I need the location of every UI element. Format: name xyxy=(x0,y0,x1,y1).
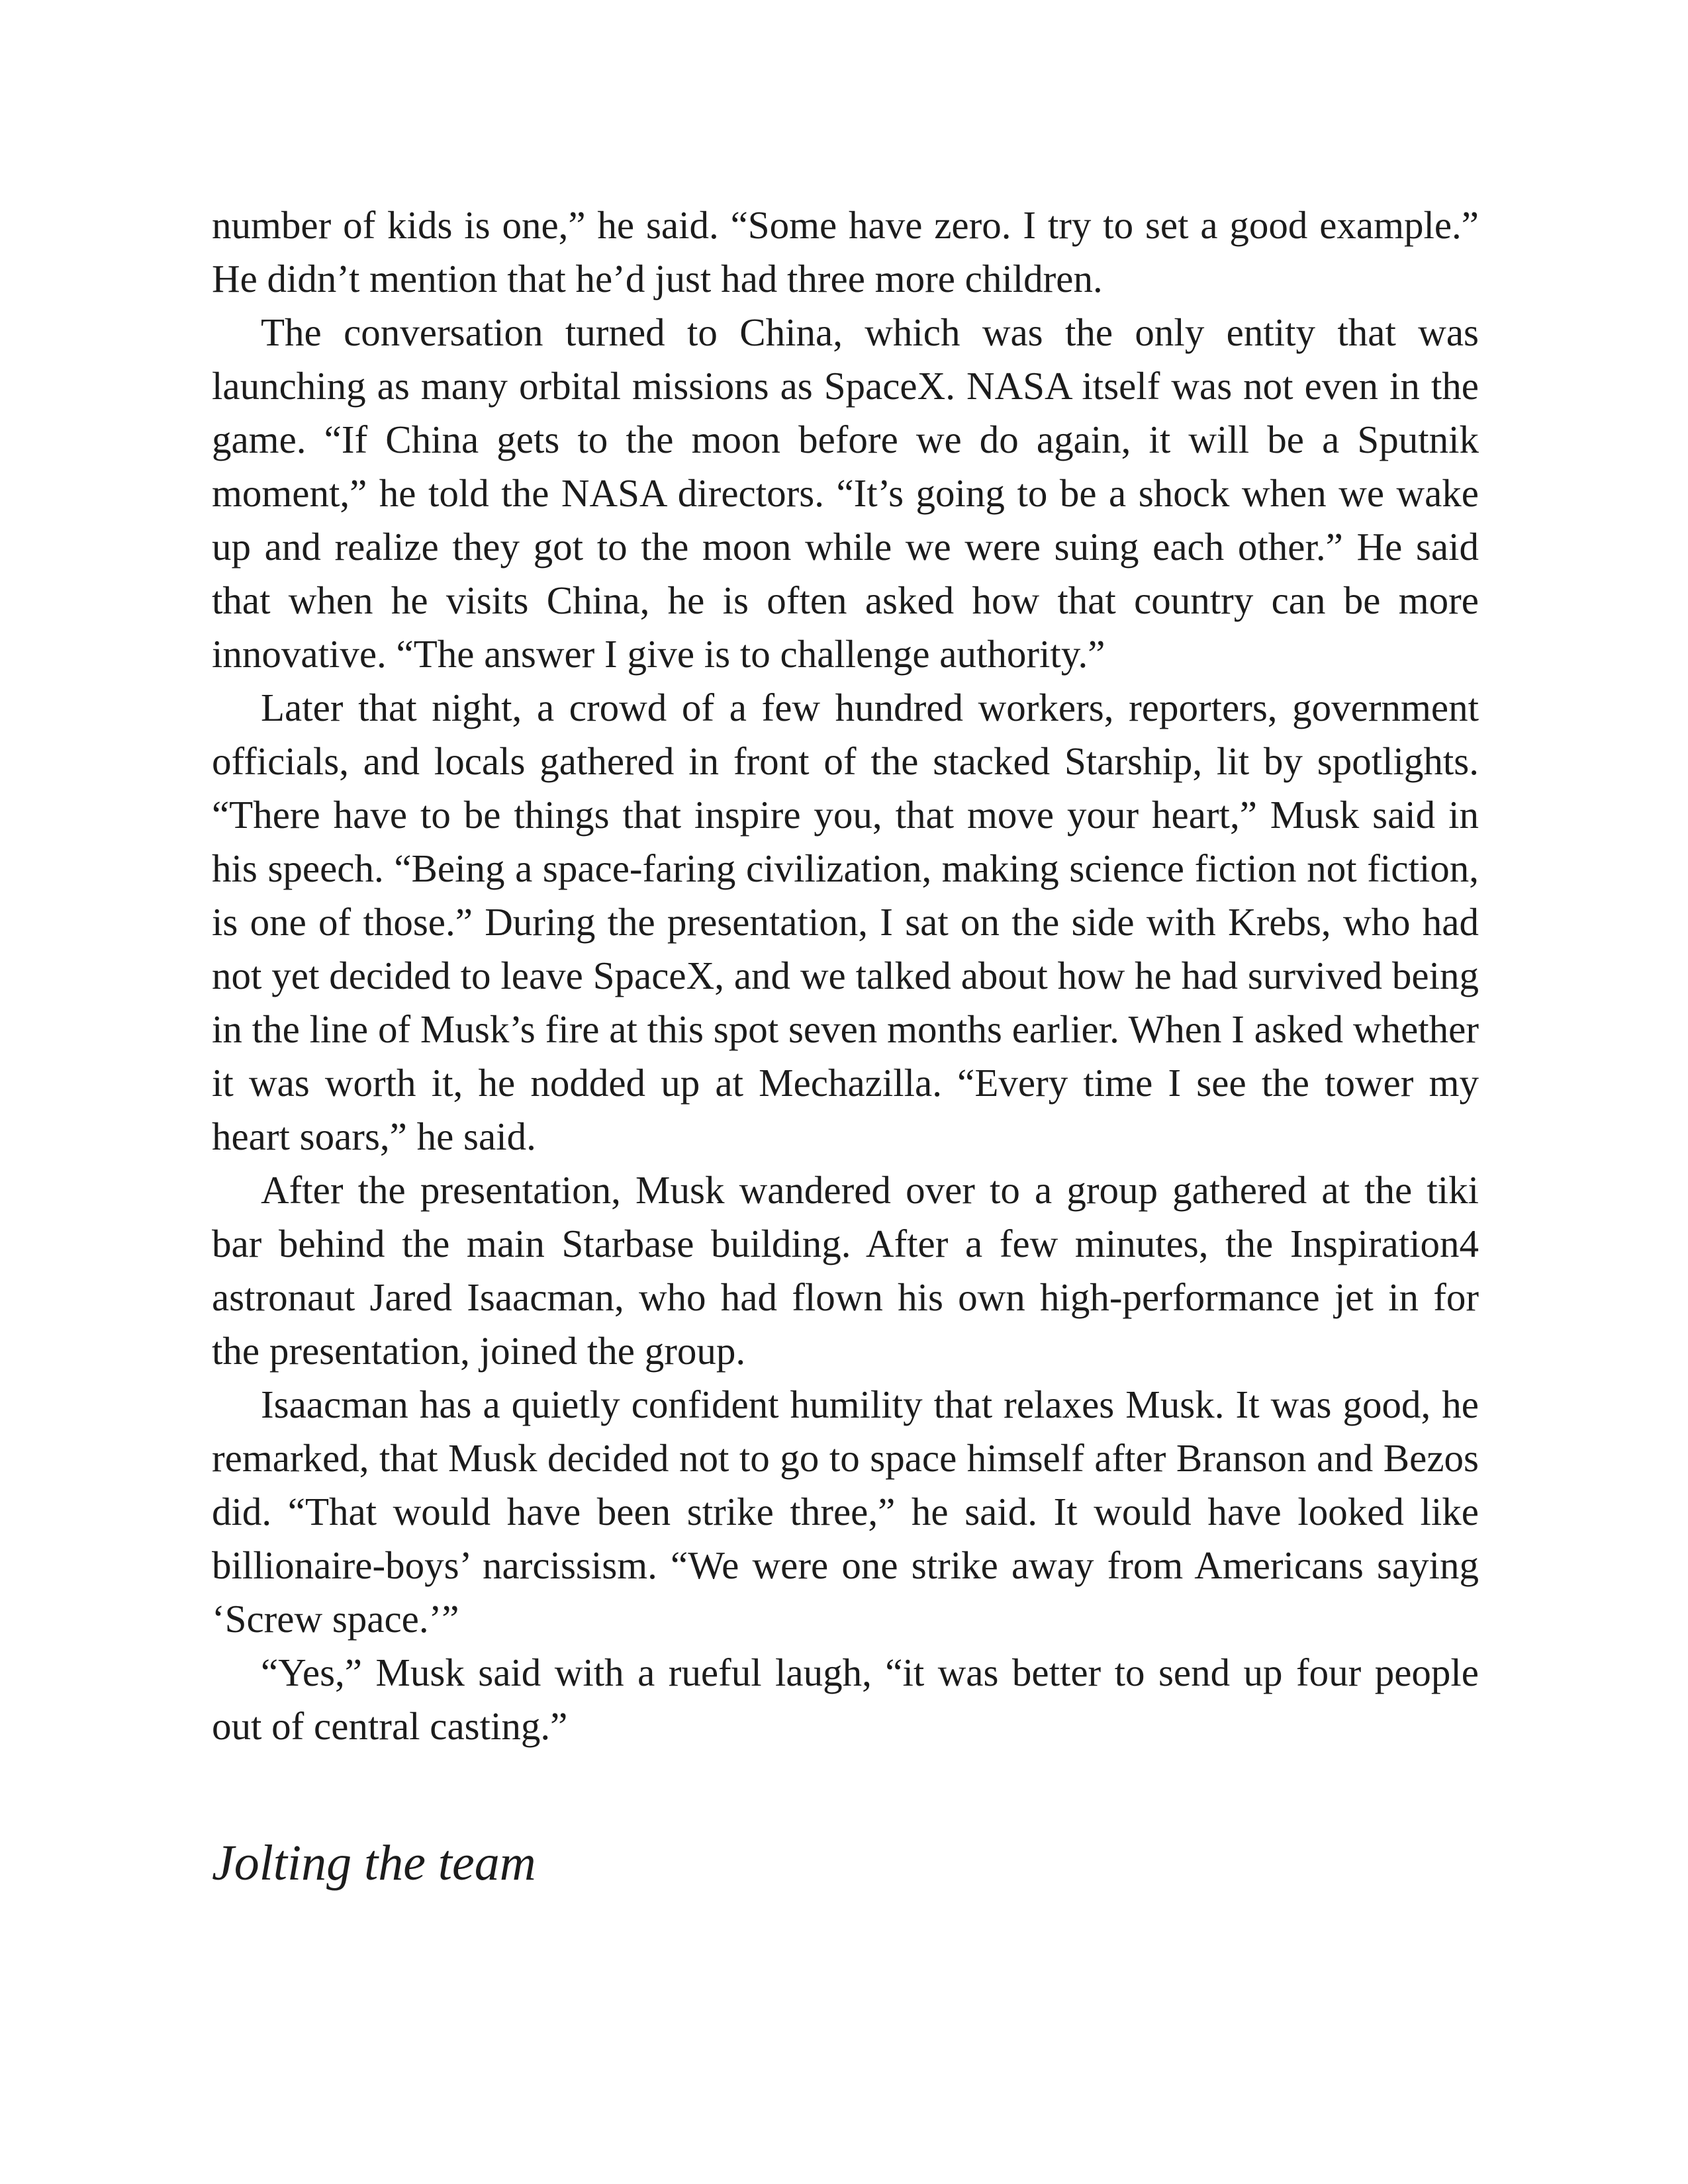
page-body xyxy=(212,199,1479,1896)
paragraph-musk-reply: “Yes,” Musk said with a rueful laugh, “it was better to send up four people out of central casting.” xyxy=(212,1651,1479,1748)
paragraph-isaacman: Isaacman has a quietly confident humility that relaxes Musk. It was good, he remarked, that Musk decided not to go to space himself after Branson and Bezos did. “That would have been strike three,” he said. It would have looked like billionaire-boys’ narcissism. “We were one strike away from Americans saying ‘Screw space.’” xyxy=(212,1383,1479,1641)
paragraph-china-conversation: The conversation turned to China, which was the only entity that was launching as many orbital missions as SpaceX. NASA itself was not even in the game. “If China gets to the moon before we do again, it will be a Sputnik moment,” he told the NASA directors. “It’s going to be a shock when we wake up and realize they got to the moon while we were suing each other.” He said that when he visits China, he is often asked how that country can be more innovative. “The answer I give is to challenge authority.” xyxy=(212,310,1479,676)
paragraph-starship-presentation: Later that night, a crowd of a few hundred workers, reporters, government officials, and locals gathered in front of the stacked Starship, lit by spotlights. “There have to be things that inspire you, that move your heart,” Musk said in his speech. “Being a space-faring civilization, making science fiction not fiction, is one of those.” During the presentation, I sat on the side with Krebs, who had not yet decided to leave SpaceX, and we talked about how he had survived being in the line of Musk’s fire at this spot seven months earlier. When I asked whether it was worth it, he nodded up at Mechazilla. “Every time I see the tower my heart soars,” he said. xyxy=(212,686,1479,1158)
section-heading: Jolting the team xyxy=(212,1835,536,1891)
paragraph-tiki-bar: After the presentation, Musk wandered over to a group gathered at the tiki bar behind the main Starbase building. After a few minutes, the Inspiration4 astronaut Jared Isaacman, who had flown his own high-performance jet in for the presentation, joined the group. xyxy=(212,1168,1479,1373)
paragraph-continued: number of kids is one,” he said. “Some have zero. I try to set a good example.” He didn’t mention that he’d just had three more children. xyxy=(212,203,1479,300)
